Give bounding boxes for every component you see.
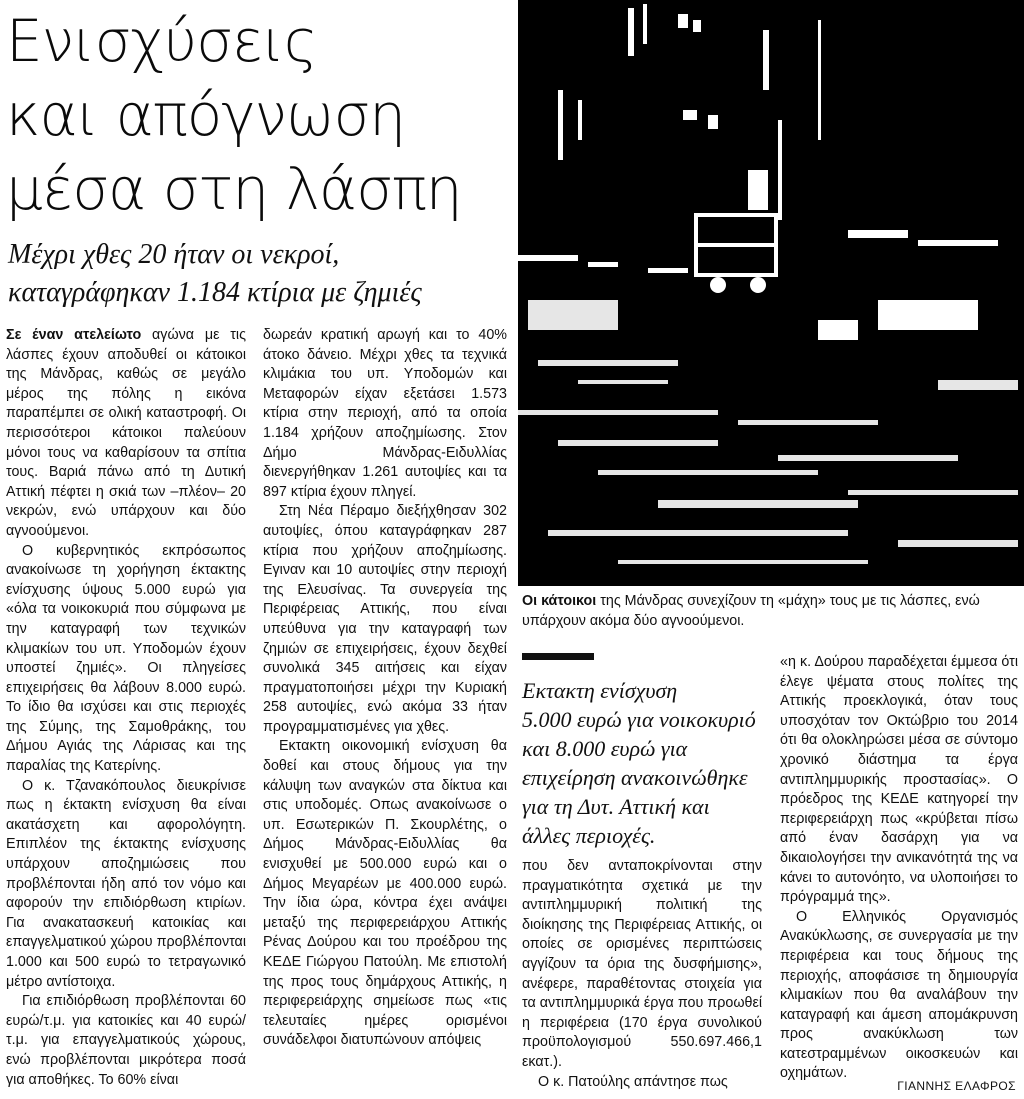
subheadline: [8, 236, 518, 312]
paragraph: Για επιδιόρθωση προβλέπονται 60 ευρώ/τ.μ. για κατοικίες και 40 ευρώ/τ.μ. για επαγγελματικούς χώρους, ενώ προβλέπονται μικρότερα ποσά για αποθήκες. Το 60% είναι: [6, 993, 246, 1088]
subhead-line-2: καταγράφηκαν 1.184 κτίρια με ζημιές: [8, 277, 422, 308]
caption-lead: Οι κάτοικοι: [522, 593, 597, 609]
headline-line-2: και απόγνωση: [6, 81, 406, 149]
author-byline: ΓΙΑΝΝΗΣ ΕΛΑΦΡΟΣ: [897, 1079, 1016, 1093]
paragraph: [6, 326, 246, 542]
flood-street-photo: [518, 0, 1024, 586]
paragraph: Ο Ελληνικός Οργανισμός Ανακύκλωσης, σε συνεργασία με την περιφέρεια και τους δήμους της περιοχής, αποφάσισε τη δημιουργία κλιμακίων που θα αναλάβουν την καταγραφή και άμεση απομάκρυνση προς ανακύκλωση των κατεστραμμένων οικοσκευών και οχημάτων.: [780, 908, 1018, 1082]
paragraph: Στη Νέα Πέραμο διεξήχθησαν 302 αυτοψίες, όπου καταγράφηκαν 287 κτίρια που χρήζουν αποζημίωσης. Εγιναν και 10 αυτοψίες στην περιοχή της Ελευσίνας. Τα συνεργεία της Περιφέρειας Αττικής, που είναι υπεύθυνα για την καταγραφή των ζημιών σε επιχειρήσεις, έχουν δεχθεί συνολικά 345 αιτήσεις και είχαν πραγματοποιήσει μέχρι την Κυριακή 258 αυτοψίες, ενώ ακόμα 33 ήταν προγραμματισμένες για χθες.: [263, 503, 507, 735]
article-column-2: [263, 326, 507, 1051]
caption-text: της Μάνδρας συνεχίζουν τη «μάχη» τους με τις λάσπες, ενώ υπάρχουν ακόμα δύο αγνοούμενοι.: [522, 593, 980, 629]
paragraph: που δεν ανταποκρίνονται στην πραγματικότητα σχετικά με την αντιπλημμυρική πολιτική της διοίκησης της Περιφέρειας Αττικής, οι οποίες σε ορισμένες περιπτώσεις αγγίζουν τα όρια της δυσφήμισης», ανέφερε, παραθέτοντας στοιχεία για τα αντιπλημμυρικά έργα που προωθεί η περιφέρεια (170 έργα συνολικού προϋπολογισμού 550.697.466,1 εκατ.).: [522, 858, 762, 1070]
pullquote-rule: [522, 653, 594, 660]
pullquote-title: Εκτακτη ενίσχυση: [522, 678, 678, 703]
article-column-1: [6, 326, 246, 1090]
lead-in: Σε έναν ατελείωτο: [6, 327, 142, 343]
paragraph: Ο κ. Τζανακόπουλος διευκρίνισε πως η έκτακτη ενίσχυση θα είναι ακατάσχετη και αφορολόγητη. Επιπλέον της έκτακτης ενίσχυσης υπάρχουν αποζημιώσεις που προβλέπονται ήδη από τον νόμο και αφορούν την επιδιόρθωση κτιρίων. Για ανακατασκευή κατοικίας και επαγγελματικού χώρου προβλέπονται 1.000 και 500 ευρώ το τετραγωνικό μέτρο αντίστοιχα.: [6, 777, 246, 990]
article-column-4: [780, 653, 1018, 1084]
pullquote-text: 5.000 ευρώ για νοικοκυριό και 8.000 ευρώ για επιχείρηση ανακοινώθηκε για τη Δυτ. Αττική και άλλες περιοχές.: [522, 707, 756, 848]
paragraph: Ο κυβερνητικός εκπρόσωπος ανακοίνωσε τη χορήγηση έκτακτης ενίσχυσης ύψους 5.000 ευρώ για «όλα τα νοικοκυριά που σύμφωνα με την καταγραφή των τεχνικών κλιμακίων του υπ. Υποδομών έχουν υποστεί ζημιές». Οι πληγείσες επιχειρήσεις θα λάβουν 8.000 ευρώ. Το ίδιο θα ισχύσει και στις περιοχές της Σύμης, της Σαμοθράκης, του Δήμου Αγιάς της Λάρισας και της παραλίας της Κατερίνης.: [6, 542, 246, 775]
photo-illustration: [518, 0, 1024, 586]
paragraph: Ο κ. Πατούλης απάντησε πως: [538, 1073, 728, 1090]
article-column-3: [522, 857, 762, 1092]
paragraph: δωρεάν κρατική αρωγή και το 40% άτοκο δάνειο. Μέχρι χθες τα τεχνικά κλιμάκια του υπ. Υποδομών και Μεταφορών είχαν εξετάσει 1.573 κτίρια στην περιοχή, από τα οποία 1.184 χρήζουν αποζημίωσης. Στον Δήμο Μάνδρας-Ειδυλλίας διενεργήθηκαν 1.261 αυτοψίες και τα 897 κτίρια έχουν πληγεί.: [263, 327, 507, 500]
subhead-line-1: Μέχρι χθες 20 ήταν οι νεκροί,: [8, 239, 340, 270]
paragraph-text: αγώνα με τις λάσπες έχουν αποδυθεί οι κάτοικοι της Μάνδρας, καθώς σε μεγάλο μέρος της πόλης η εικόνα παραπέμπει σε ολική καταστροφή. Οι περισσότεροι κάτοικοι παλεύουν μόνοι τους να καθαρίσουν τα σπίτια τους. Βαριά πάνω από τη Δυτική Αττική πέφτει η σκιά των –πλέον– 20 νεκρών, ενώ υπάρχουν και δύο αγνοούμενοι.: [6, 327, 247, 539]
pullquote: [522, 676, 762, 850]
headline: [6, 4, 516, 226]
paragraph: «η κ. Δούρου παραδέχεται έμμεσα ότι έλεγε ψέματα στους πολίτες της Αττικής προεκλογικά, όταν τους υποσχόταν τον Οκτώβριο του 2014 ότι θα ολοκληρώσει μέσα σε σύντομο χρονικό διάστημα τα έργα αντιπλημμυρικής προστασίας». Ο πρόεδρος της ΚΕΔΕ κατηγορεί την περιφερειάρχη πως «κρύβεται πίσω από έναν δασάρχη για να δικαιολογήσει την ανικανότητά της να κάνει το αυτονόητο, να υλοποιήσει το πρόγραμμά της».: [780, 654, 1018, 906]
paragraph: Εκτακτη οικονομική ενίσχυση θα δοθεί και στους δήμους για την κάλυψη των αναγκών στα δίκτυα και στις υποδομές. Οπως ανακοίνωσε ο υπ. Εσωτερικών Π. Σκουρλέτης, ο Δήμος Μάνδρας-Ειδυλλίας θα ενισχυθεί με 500.000 ευρώ και ο Δήμος Μεγαρέων με 400.000 ευρώ. Την ίδια ώρα, κόντρα έχει ανάψει μεταξύ της περιφερειάρχου Αττικής Ρένας Δούρου και του προέδρου της ΚΕΔΕ Γιώργου Πατούλη. Με επιστολή της προς τους δημάρχους Αττικής, η περιφερειάρχης σημείωσε πως «τις τελευταίες ημέρες ορισμένοι συνάδελφοι διατυπώνουν απόψεις: [263, 738, 507, 1049]
headline-line-1: Ενισχύσεις: [6, 7, 317, 75]
headline-line-3: μέσα στη λάσπη: [6, 155, 462, 223]
photo-caption: [522, 592, 1020, 631]
